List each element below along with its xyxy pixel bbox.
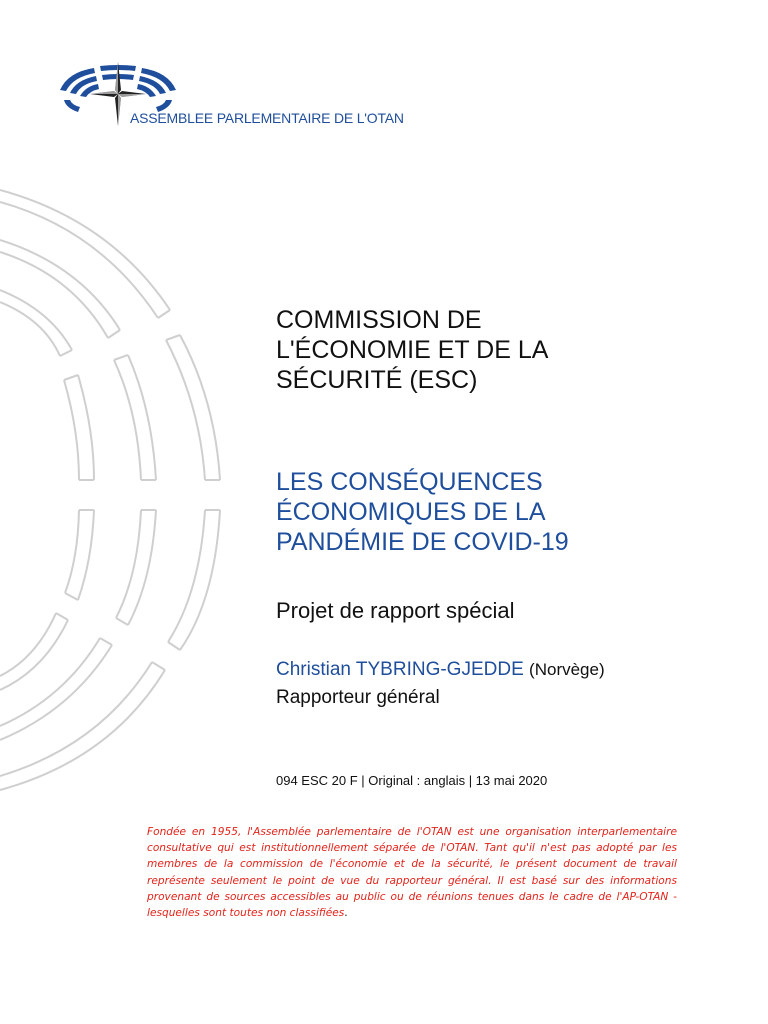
disclaimer-note	[147, 824, 677, 921]
rapporteur	[276, 658, 605, 682]
report-type: Projet de rapport spécial	[276, 598, 515, 623]
rapporteur-role: Rapporteur général	[276, 687, 440, 708]
rapporteur-country: (Norvège)	[529, 660, 605, 679]
report-title-line: PANDÉMIE DE COVID-19	[276, 528, 569, 556]
committee-line: L'ÉCONOMIE ET DE LA	[276, 336, 549, 364]
disclaimer-text: Fondée en 1955, l'Assemblée parlementaire de l'OTAN est une organisation interparlementaire consultative qui est institutionnellement séparée de l'OTAN. Tant qu'il n'est pas adopté par les membres de la commission de l'économie et de la sécurité, le présent document de travail représente seulement le point de vue du rapporteur général. Il est basé sur des informations provenant de sources accessibles au public ou de réunions tenues dans le cadre de l'AP-OTAN - lesquelles sont toutes non classifiées	[147, 826, 677, 920]
report-title	[276, 467, 736, 557]
report-title-line: LES CONSÉQUENCES	[276, 468, 543, 496]
report-title-line: ÉCONOMIQUES DE LA	[276, 498, 546, 526]
nato-pa-logo	[58, 60, 404, 130]
disclaimer-end: .	[344, 907, 348, 920]
document-reference: 094 ESC 20 F | Original : anglais | 13 mai 2020	[276, 773, 548, 788]
organization-name: ASSEMBLEE PARLEMENTAIRE DE L'OTAN	[130, 110, 404, 126]
committee-name	[276, 305, 736, 395]
committee-line: COMMISSION DE	[276, 306, 482, 334]
rapporteur-name: Christian TYBRING-GJEDDE	[276, 659, 524, 680]
committee-line: SÉCURITÉ (ESC)	[276, 366, 478, 394]
